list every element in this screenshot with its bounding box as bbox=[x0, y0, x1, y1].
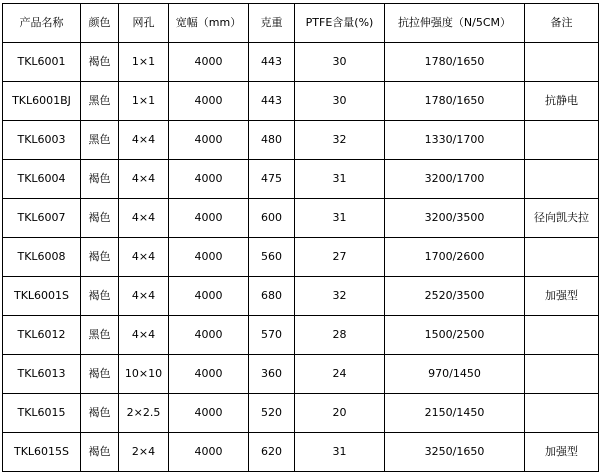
cell-weight: 620 bbox=[249, 433, 295, 472]
cell-product-name: TKL6003 bbox=[3, 121, 81, 160]
cell-mesh: 4×4 bbox=[119, 277, 169, 316]
cell-tensile-strength: 1330/1700 bbox=[385, 121, 525, 160]
cell-product-name: TKL6001 bbox=[3, 43, 81, 82]
cell-mesh: 4×4 bbox=[119, 121, 169, 160]
cell-product-name: TKL6001BJ bbox=[3, 82, 81, 121]
cell-color: 褐色 bbox=[81, 199, 119, 238]
cell-mesh: 10×10 bbox=[119, 355, 169, 394]
cell-weight: 680 bbox=[249, 277, 295, 316]
table-row bbox=[3, 433, 599, 472]
cell-color: 黑色 bbox=[81, 82, 119, 121]
cell-ptfe-content: 30 bbox=[295, 43, 385, 82]
cell-weight: 475 bbox=[249, 160, 295, 199]
cell-width: 4000 bbox=[169, 43, 249, 82]
cell-weight: 360 bbox=[249, 355, 295, 394]
cell-width: 4000 bbox=[169, 433, 249, 472]
cell-remarks: 加强型 bbox=[525, 433, 599, 472]
cell-weight: 560 bbox=[249, 238, 295, 277]
cell-remarks: 加强型 bbox=[525, 277, 599, 316]
column-header-tensile-strength: 抗拉伸强度（N/5CM） bbox=[385, 4, 525, 43]
table-row bbox=[3, 394, 599, 433]
table-row bbox=[3, 121, 599, 160]
cell-remarks bbox=[525, 394, 599, 433]
cell-remarks: 径向凯夫拉 bbox=[525, 199, 599, 238]
cell-ptfe-content: 24 bbox=[295, 355, 385, 394]
cell-ptfe-content: 20 bbox=[295, 394, 385, 433]
cell-remarks: 抗静电 bbox=[525, 82, 599, 121]
table-row bbox=[3, 199, 599, 238]
cell-mesh: 4×4 bbox=[119, 238, 169, 277]
table-row bbox=[3, 316, 599, 355]
table-row bbox=[3, 43, 599, 82]
cell-mesh: 4×4 bbox=[119, 160, 169, 199]
cell-width: 4000 bbox=[169, 277, 249, 316]
column-header-weight: 克重 bbox=[249, 4, 295, 43]
cell-width: 4000 bbox=[169, 121, 249, 160]
cell-remarks bbox=[525, 355, 599, 394]
cell-tensile-strength: 3200/1700 bbox=[385, 160, 525, 199]
cell-color: 黑色 bbox=[81, 316, 119, 355]
cell-product-name: TKL6004 bbox=[3, 160, 81, 199]
cell-ptfe-content: 32 bbox=[295, 121, 385, 160]
cell-mesh: 1×1 bbox=[119, 43, 169, 82]
cell-width: 4000 bbox=[169, 316, 249, 355]
cell-color: 褐色 bbox=[81, 238, 119, 277]
cell-remarks bbox=[525, 43, 599, 82]
cell-mesh: 4×4 bbox=[119, 316, 169, 355]
cell-width: 4000 bbox=[169, 355, 249, 394]
column-header-width: 宽幅（mm） bbox=[169, 4, 249, 43]
cell-color: 褐色 bbox=[81, 277, 119, 316]
cell-color: 褐色 bbox=[81, 43, 119, 82]
table-row bbox=[3, 82, 599, 121]
cell-weight: 480 bbox=[249, 121, 295, 160]
column-header-color: 颜色 bbox=[81, 4, 119, 43]
cell-tensile-strength: 3200/3500 bbox=[385, 199, 525, 238]
cell-tensile-strength: 1700/2600 bbox=[385, 238, 525, 277]
cell-remarks bbox=[525, 316, 599, 355]
cell-tensile-strength: 2520/3500 bbox=[385, 277, 525, 316]
cell-tensile-strength: 1500/2500 bbox=[385, 316, 525, 355]
cell-ptfe-content: 27 bbox=[295, 238, 385, 277]
cell-width: 4000 bbox=[169, 199, 249, 238]
cell-width: 4000 bbox=[169, 160, 249, 199]
cell-width: 4000 bbox=[169, 394, 249, 433]
cell-product-name: TKL6001S bbox=[3, 277, 81, 316]
cell-weight: 520 bbox=[249, 394, 295, 433]
cell-product-name: TKL6008 bbox=[3, 238, 81, 277]
cell-mesh: 4×4 bbox=[119, 199, 169, 238]
product-spec-table bbox=[2, 3, 599, 472]
cell-product-name: TKL6015S bbox=[3, 433, 81, 472]
cell-product-name: TKL6012 bbox=[3, 316, 81, 355]
cell-tensile-strength: 1780/1650 bbox=[385, 43, 525, 82]
column-header-mesh: 网孔 bbox=[119, 4, 169, 43]
cell-width: 4000 bbox=[169, 82, 249, 121]
table-header bbox=[3, 4, 599, 43]
cell-mesh: 2×4 bbox=[119, 433, 169, 472]
cell-product-name: TKL6007 bbox=[3, 199, 81, 238]
table-row bbox=[3, 355, 599, 394]
cell-tensile-strength: 2150/1450 bbox=[385, 394, 525, 433]
cell-width: 4000 bbox=[169, 238, 249, 277]
cell-ptfe-content: 32 bbox=[295, 277, 385, 316]
cell-color: 褐色 bbox=[81, 160, 119, 199]
cell-tensile-strength: 3250/1650 bbox=[385, 433, 525, 472]
cell-ptfe-content: 30 bbox=[295, 82, 385, 121]
cell-color: 褐色 bbox=[81, 433, 119, 472]
cell-ptfe-content: 31 bbox=[295, 433, 385, 472]
cell-ptfe-content: 28 bbox=[295, 316, 385, 355]
cell-remarks bbox=[525, 121, 599, 160]
cell-mesh: 1×1 bbox=[119, 82, 169, 121]
cell-mesh: 2×2.5 bbox=[119, 394, 169, 433]
table-header-row bbox=[3, 4, 599, 43]
table-body bbox=[3, 43, 599, 472]
cell-remarks bbox=[525, 160, 599, 199]
cell-tensile-strength: 1780/1650 bbox=[385, 82, 525, 121]
column-header-ptfe-content: PTFE含量(%) bbox=[295, 4, 385, 43]
cell-remarks bbox=[525, 238, 599, 277]
table-row bbox=[3, 160, 599, 199]
cell-tensile-strength: 970/1450 bbox=[385, 355, 525, 394]
cell-color: 黑色 bbox=[81, 121, 119, 160]
cell-color: 褐色 bbox=[81, 355, 119, 394]
column-header-product-name: 产品名称 bbox=[3, 4, 81, 43]
cell-ptfe-content: 31 bbox=[295, 160, 385, 199]
cell-product-name: TKL6013 bbox=[3, 355, 81, 394]
cell-weight: 570 bbox=[249, 316, 295, 355]
cell-ptfe-content: 31 bbox=[295, 199, 385, 238]
table-row bbox=[3, 277, 599, 316]
cell-weight: 600 bbox=[249, 199, 295, 238]
column-header-remarks: 备注 bbox=[525, 4, 599, 43]
cell-weight: 443 bbox=[249, 82, 295, 121]
table-row bbox=[3, 238, 599, 277]
cell-color: 褐色 bbox=[81, 394, 119, 433]
cell-product-name: TKL6015 bbox=[3, 394, 81, 433]
cell-weight: 443 bbox=[249, 43, 295, 82]
